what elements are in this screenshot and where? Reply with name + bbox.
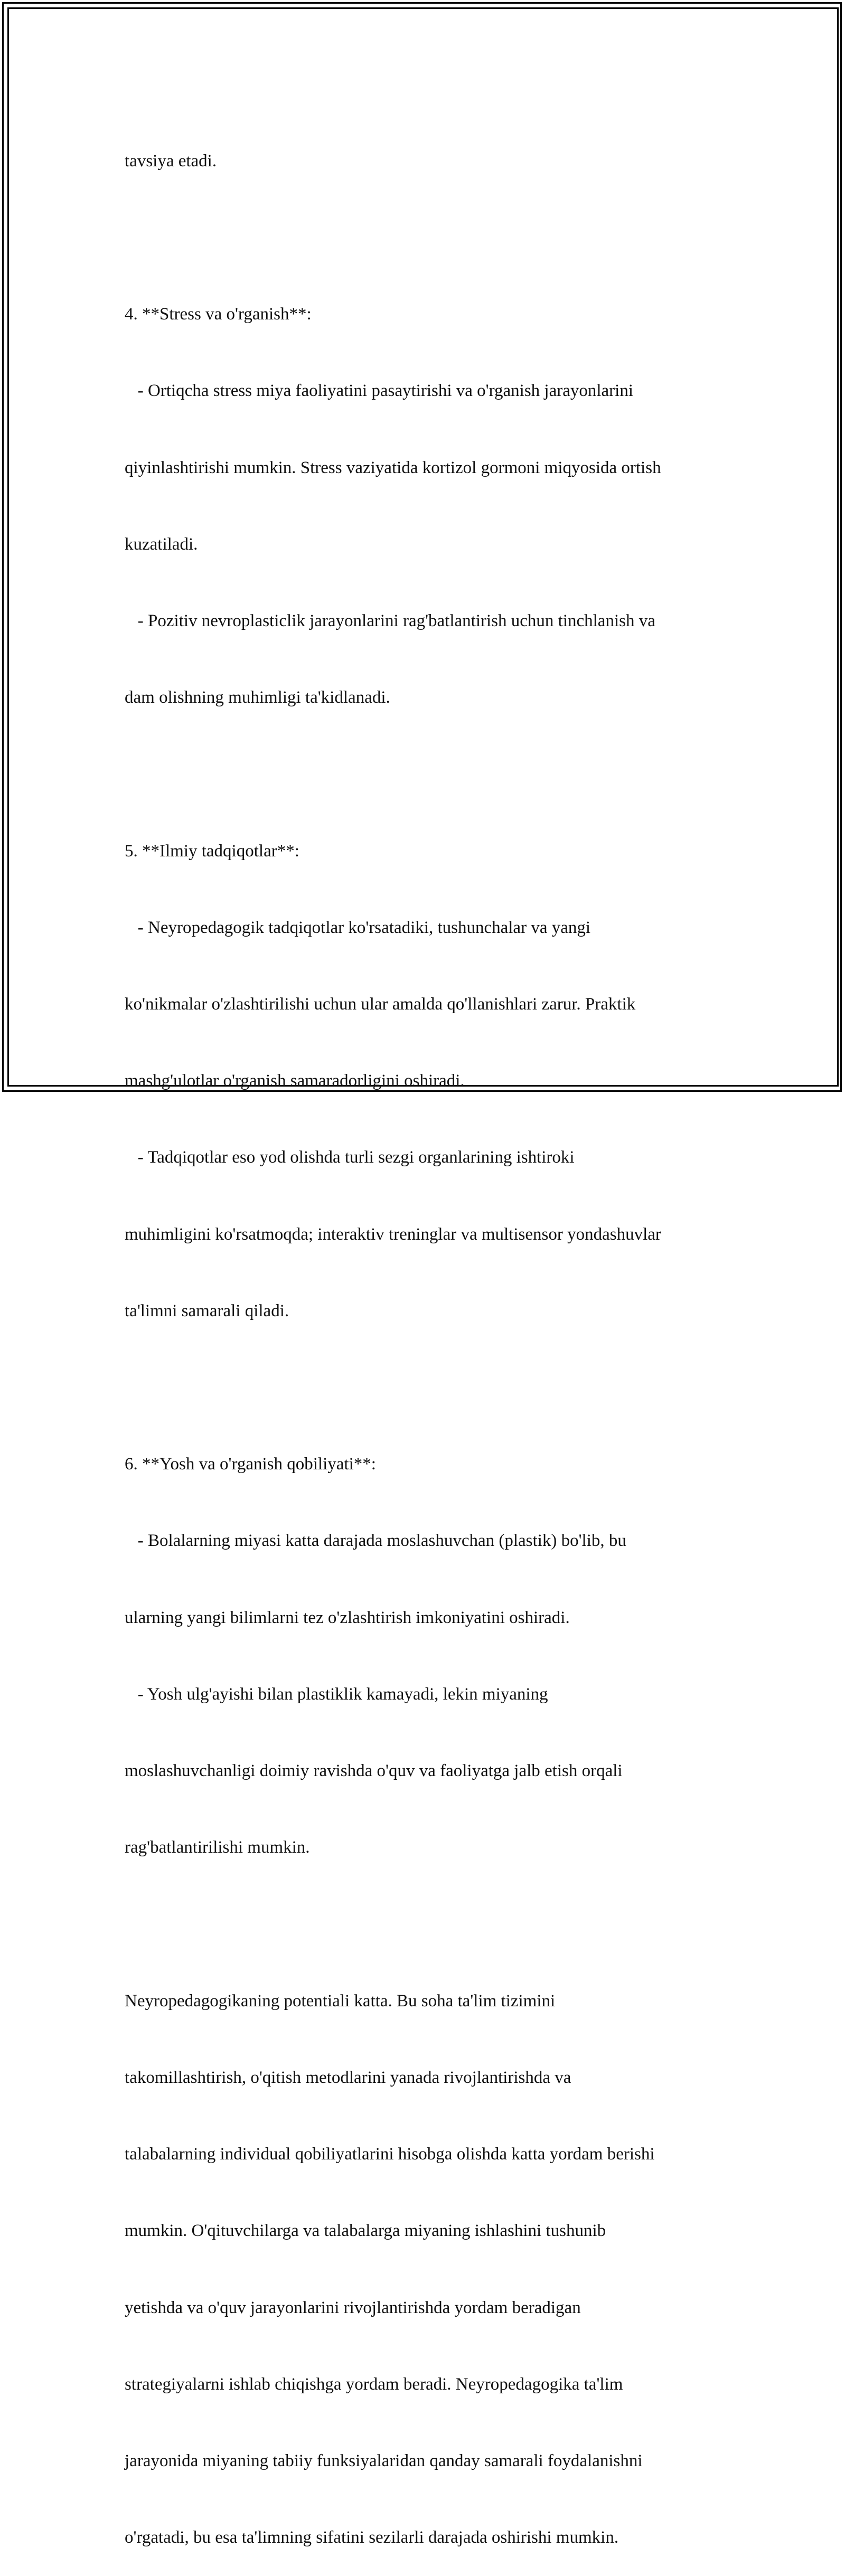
text-line: - Yosh ulg'ayishi bilan plastiklik kamayadi, lekin miyaning: [125, 1684, 548, 1704]
blank-line: [125, 1375, 727, 1400]
text-line: moslashuvchanligi doimiy ravishda o'quv va faoliyatga jalb etish orqali: [125, 1761, 623, 1781]
conclusion-line: Neyropedagogikaning potentiali katta. Bu soha ta'lim tizimini: [125, 1991, 556, 2011]
text-line: ta'limni samarali qiladi.: [125, 1301, 289, 1320]
blank-line: [125, 761, 727, 787]
text-line: - Tadqiqotlar eso yod olishda turli sezgi organlarining ishtiroki: [125, 1148, 575, 1167]
section-heading-stress: 4. **Stress va o'rganish**:: [125, 305, 312, 324]
text-line: - Ortiqcha stress miya faoliyatini pasaytirishi va o'rganish jarayonlarini: [125, 381, 634, 401]
conclusion-line: talabalarning individual qobiliyatlarini hisobga olishda katta yordam berishi: [125, 2145, 655, 2164]
section-heading-age: 6. **Yosh va o'rganish qobiliyati**:: [125, 1455, 376, 1474]
text-line: - Neyropedagogik tadqiqotlar ko'rsatadiki, tushunchalar va yangi: [125, 918, 591, 937]
text-line: dam olishning muhimligi ta'kidlanadi.: [125, 688, 390, 707]
conclusion-line: o'rgatadi, bu esa ta'limning sifatini sezilarli darajada oshirishi mumkin.: [125, 2528, 619, 2547]
blank-line: [125, 225, 727, 250]
conclusion-line: jarayonida miyaning tabiiy funksiyalaridan qanday samarali foydalanishni: [125, 2451, 643, 2470]
conclusion-line: yetishda va o'quv jarayonlarini rivojlantirishda yordam beradigan: [125, 2298, 581, 2317]
conclusion-line: strategiyalarni ishlab chiqishga yordam beradi. Neyropedagogika ta'lim: [125, 2374, 623, 2394]
text-line: qiyinlashtirishi mumkin. Stress vaziyatida kortizol gormoni miqyosida ortish: [125, 458, 661, 477]
blank-line: [125, 1911, 727, 1937]
text-line: tavsiya etadi.: [125, 151, 217, 171]
text-line: mashg'ulotlar o'rganish samaradorligini oshiradi.: [125, 1071, 465, 1091]
text-line: - Pozitiv nevroplasticlik jarayonlarini rag'batlantirish uchun tinchlanish va: [125, 611, 655, 631]
text-line: kuzatiladi.: [125, 534, 198, 554]
text-line: ko'nikmalar o'zlashtirilishi uchun ular amalda qo'llanishlari zarur. Praktik: [125, 995, 636, 1014]
text-line: ularning yangi bilimlarni tez o'zlashtirish imkoniyatini oshiradi.: [125, 1608, 570, 1627]
document-body: [125, 97, 727, 2576]
text-line: rag'batlantirilishi mumkin.: [125, 1838, 310, 1857]
section-heading-research: 5. **Ilmiy tadqiqotlar**:: [125, 841, 299, 861]
conclusion-line: mumkin. O'qituvchilarga va talabalarga miyaning ishlashini tushunib: [125, 2221, 606, 2241]
text-line: muhimligini ko'rsatmoqda; interaktiv treninglar va multisensor yondashuvlar: [125, 1224, 661, 1244]
conclusion-line: takomillashtirish, o'qitish metodlarini yanada rivojlantirishda va: [125, 2068, 571, 2087]
text-line: - Bolalarning miyasi katta darajada moslashuvchan (plastik) bo'lib, bu: [125, 1531, 626, 1551]
